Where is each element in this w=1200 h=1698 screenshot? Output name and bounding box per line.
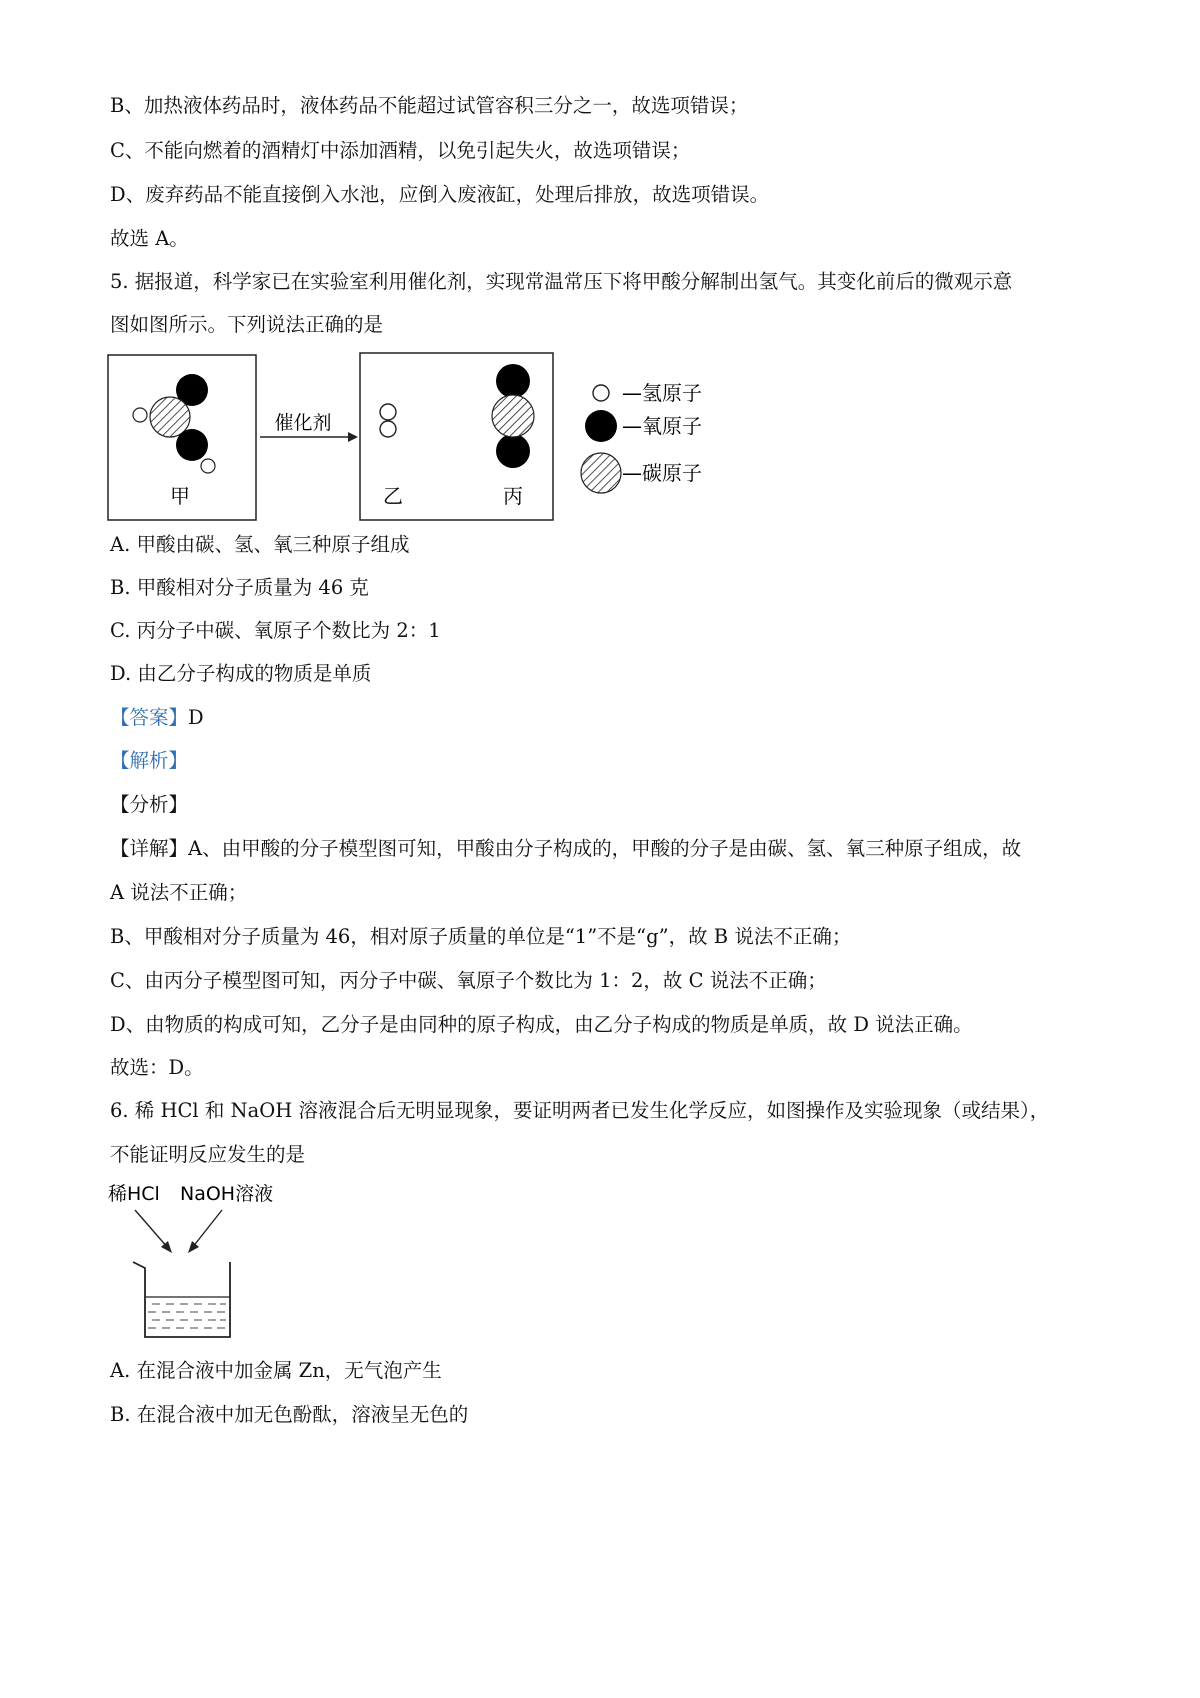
q5-molecule-diagram — [100, 345, 740, 530]
legend-oxygen: —氧原子 — [622, 414, 702, 438]
label-jia: 甲 — [170, 484, 190, 508]
detail-c: C、由丙分子模型图可知，丙分子中碳、氧原子个数比为 1：2，故 C 说法不正确； — [110, 969, 827, 992]
hcl-arrow — [135, 1210, 168, 1248]
prev-analysis-b: B、加热液体药品时，液体药品不能超过试管容积三分之一，故选项错误； — [110, 94, 749, 117]
hydrogen-atom — [201, 459, 215, 473]
legend-carbon-icon — [581, 453, 621, 493]
prev-conclusion: 故选 A。 — [110, 227, 189, 250]
q5-option-a: A. 甲酸由碳、氢、氧三种原子组成 — [110, 533, 410, 556]
prev-analysis-d: D、废弃药品不能直接倒入水池，应倒入废液缸，处理后排放，故选项错误。 — [110, 183, 770, 206]
carbon-atom — [150, 397, 190, 437]
fenxi-tag: 【分析】 — [110, 793, 189, 816]
q6-option-a: A. 在混合液中加金属 Zn，无气泡产生 — [110, 1359, 442, 1382]
hydrogen-atom — [133, 408, 147, 422]
hydrogen-atom — [380, 421, 396, 437]
hydrogen-atom — [380, 404, 396, 420]
oxygen-atom — [176, 429, 208, 461]
answer-tag: 【答案】 — [110, 706, 189, 729]
q5-stem-line2: 图如图所示。下列说法正确的是 — [110, 313, 384, 336]
q6-stem-line1: 6. 稀 HCl 和 NaOH 溶液混合后无明显现象，要证明两者已发生化学反应，如图操作及实验现象（或结果）， — [110, 1099, 1050, 1122]
answer-value: D — [188, 706, 204, 729]
q5-option-c: C. 丙分子中碳、氧原子个数比为 2：1 — [110, 619, 441, 642]
legend-oxygen-icon — [585, 410, 617, 442]
beaker-icon — [133, 1262, 230, 1337]
q5-answer-row — [110, 708, 204, 728]
oxygen-atom — [496, 434, 530, 468]
q6-option-b: B. 在混合液中加无色酚酞，溶液呈无色的 — [110, 1403, 469, 1426]
q5-conclusion: 故选：D。 — [110, 1056, 204, 1079]
oxygen-atom — [496, 364, 530, 398]
label-hcl: 稀HCl — [108, 1183, 160, 1205]
carbon-atom — [492, 395, 534, 437]
detail-b: B、甲酸相对分子质量为 46，相对原子质量的单位是“1”不是“g”，故 B 说法不正确； — [110, 925, 852, 948]
q5-option-b: B. 甲酸相对分子质量为 46 克 — [110, 576, 369, 599]
legend-hydrogen: —氢原子 — [622, 381, 702, 405]
prev-analysis-c: C、不能向燃着的酒精灯中添加酒精，以免引起失火，故选项错误； — [110, 139, 691, 162]
arrow-label: 催化剂 — [274, 412, 332, 434]
naoh-arrow — [192, 1210, 222, 1248]
legend-hydrogen-icon — [593, 385, 609, 401]
detail-d: D、由物质的构成可知，乙分子是由同种的原子构成，由乙分子构成的物质是单质，故 D 说法正确。 — [110, 1013, 973, 1036]
label-yi: 乙 — [383, 484, 403, 508]
naoh-arrow-head-icon — [188, 1241, 199, 1253]
label-bing: 丙 — [503, 484, 523, 508]
arrow-head-icon — [348, 432, 358, 442]
q6-beaker-diagram — [100, 1180, 300, 1345]
label-naoh: NaOH溶液 — [180, 1183, 274, 1205]
q5-stem-line1: 5. 据报道，科学家已在实验室利用催化剂，实现常温常压下将甲酸分解制出氢气。其变化前后的微观示意 — [110, 270, 1013, 293]
q5-option-d: D. 由乙分子构成的物质是单质 — [110, 662, 372, 685]
detail-line2: A 说法不正确； — [110, 881, 248, 904]
detail-line1: 【详解】A、由甲酸的分子模型图可知，甲酸由分子构成的，甲酸的分子是由碳、氢、氧三种原子组成，故 — [110, 837, 1022, 860]
legend-carbon: —碳原子 — [622, 461, 702, 485]
analysis-tag: 【解析】 — [110, 749, 189, 772]
q6-stem-line2: 不能证明反应发生的是 — [110, 1143, 306, 1166]
